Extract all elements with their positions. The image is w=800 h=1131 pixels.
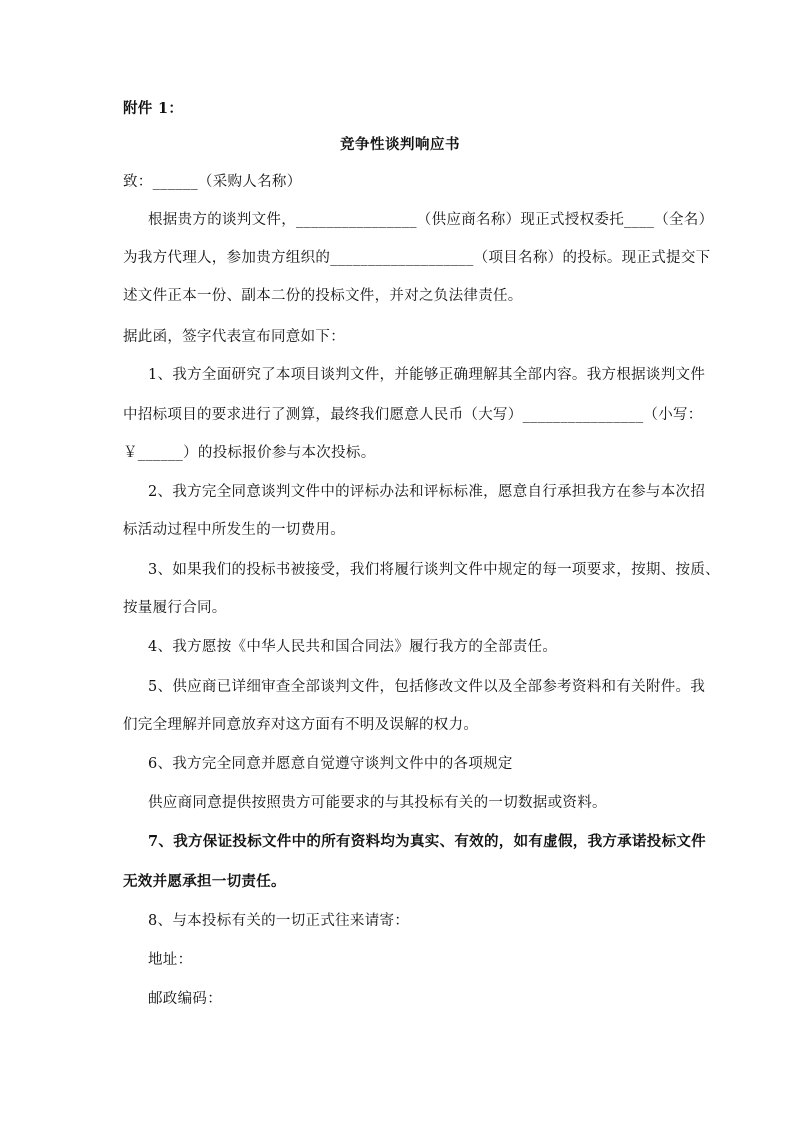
item-3-line-1: 3、如果我们的投标书被接受，我们将履行谈判文件中规定的每一项要求，按期、按质、 — [148, 562, 720, 578]
item-2-line-1: 2、我方完全同意谈判文件中的评标办法和评标标准，愿意自行承担我方在参与本次招 — [148, 484, 706, 500]
paragraph-1-line-1: 根据贵方的谈判文件，________________（供应商名称）现正式授权委托____（全名） — [148, 212, 714, 228]
item-1-line-3: ￥______）的投标报价参与本次投标。 — [123, 445, 376, 461]
item-1-line-2: 中招标项目的要求进行了测算，最终我们愿意人民币（大写）________________（小写： — [123, 407, 703, 423]
item-8: 8、与本投标有关的一切正式往来请寄： — [148, 913, 410, 929]
item-7-line-2: 无效并愿承担一切责任。 — [123, 873, 286, 890]
item-6-continued: 供应商同意提供按照贵方可能要求的与其投标有关的一切数据或资料。 — [148, 795, 607, 811]
address-label: 地址： — [148, 952, 193, 968]
item-1-line-1: 1、我方全面研究了本项目谈判文件，并能够正确理解其全部内容。我方根据谈判文件 — [148, 367, 706, 383]
addressee-line: 致：______（采购人名称） — [123, 174, 302, 190]
paragraph-1-line-3: 述文件正本一份、副本二份的投标文件，并对之负法律责任。 — [123, 288, 523, 304]
item-4: 4、我方愿按《中华人民共和国合同法》履行我方的全部责任。 — [148, 639, 558, 655]
item-3-line-2: 按量履行合同。 — [123, 600, 227, 616]
item-2-line-2: 标活动过程中所发生的一切费用。 — [123, 522, 345, 538]
item-6: 6、我方完全同意并愿意自觉遵守谈判文件中的各项规定 — [148, 756, 513, 772]
item-5-line-1: 5、供应商已详细审查全部谈判文件，包括修改文件以及全部参考资料和有关附件。我 — [148, 679, 706, 695]
attachment-label: 附件 1： — [123, 100, 184, 117]
paragraph-1-line-2: 为我方代理人，参加贵方组织的___________________（项目名称）的投标。现正式提交下 — [123, 250, 711, 266]
item-5-line-2: 们完全理解并同意放弃对这方面有不明及误解的权力。 — [123, 717, 479, 733]
paragraph-2: 据此函，签字代表宣布同意如下： — [123, 329, 345, 345]
postcode-label: 邮政编码： — [148, 991, 222, 1007]
item-7-line-1: 7、我方保证投标文件中的所有资料均为真实、有效的，如有虚假，我方承诺投标文件 — [148, 833, 706, 850]
document-title: 竞争性谈判响应书 — [340, 136, 460, 153]
